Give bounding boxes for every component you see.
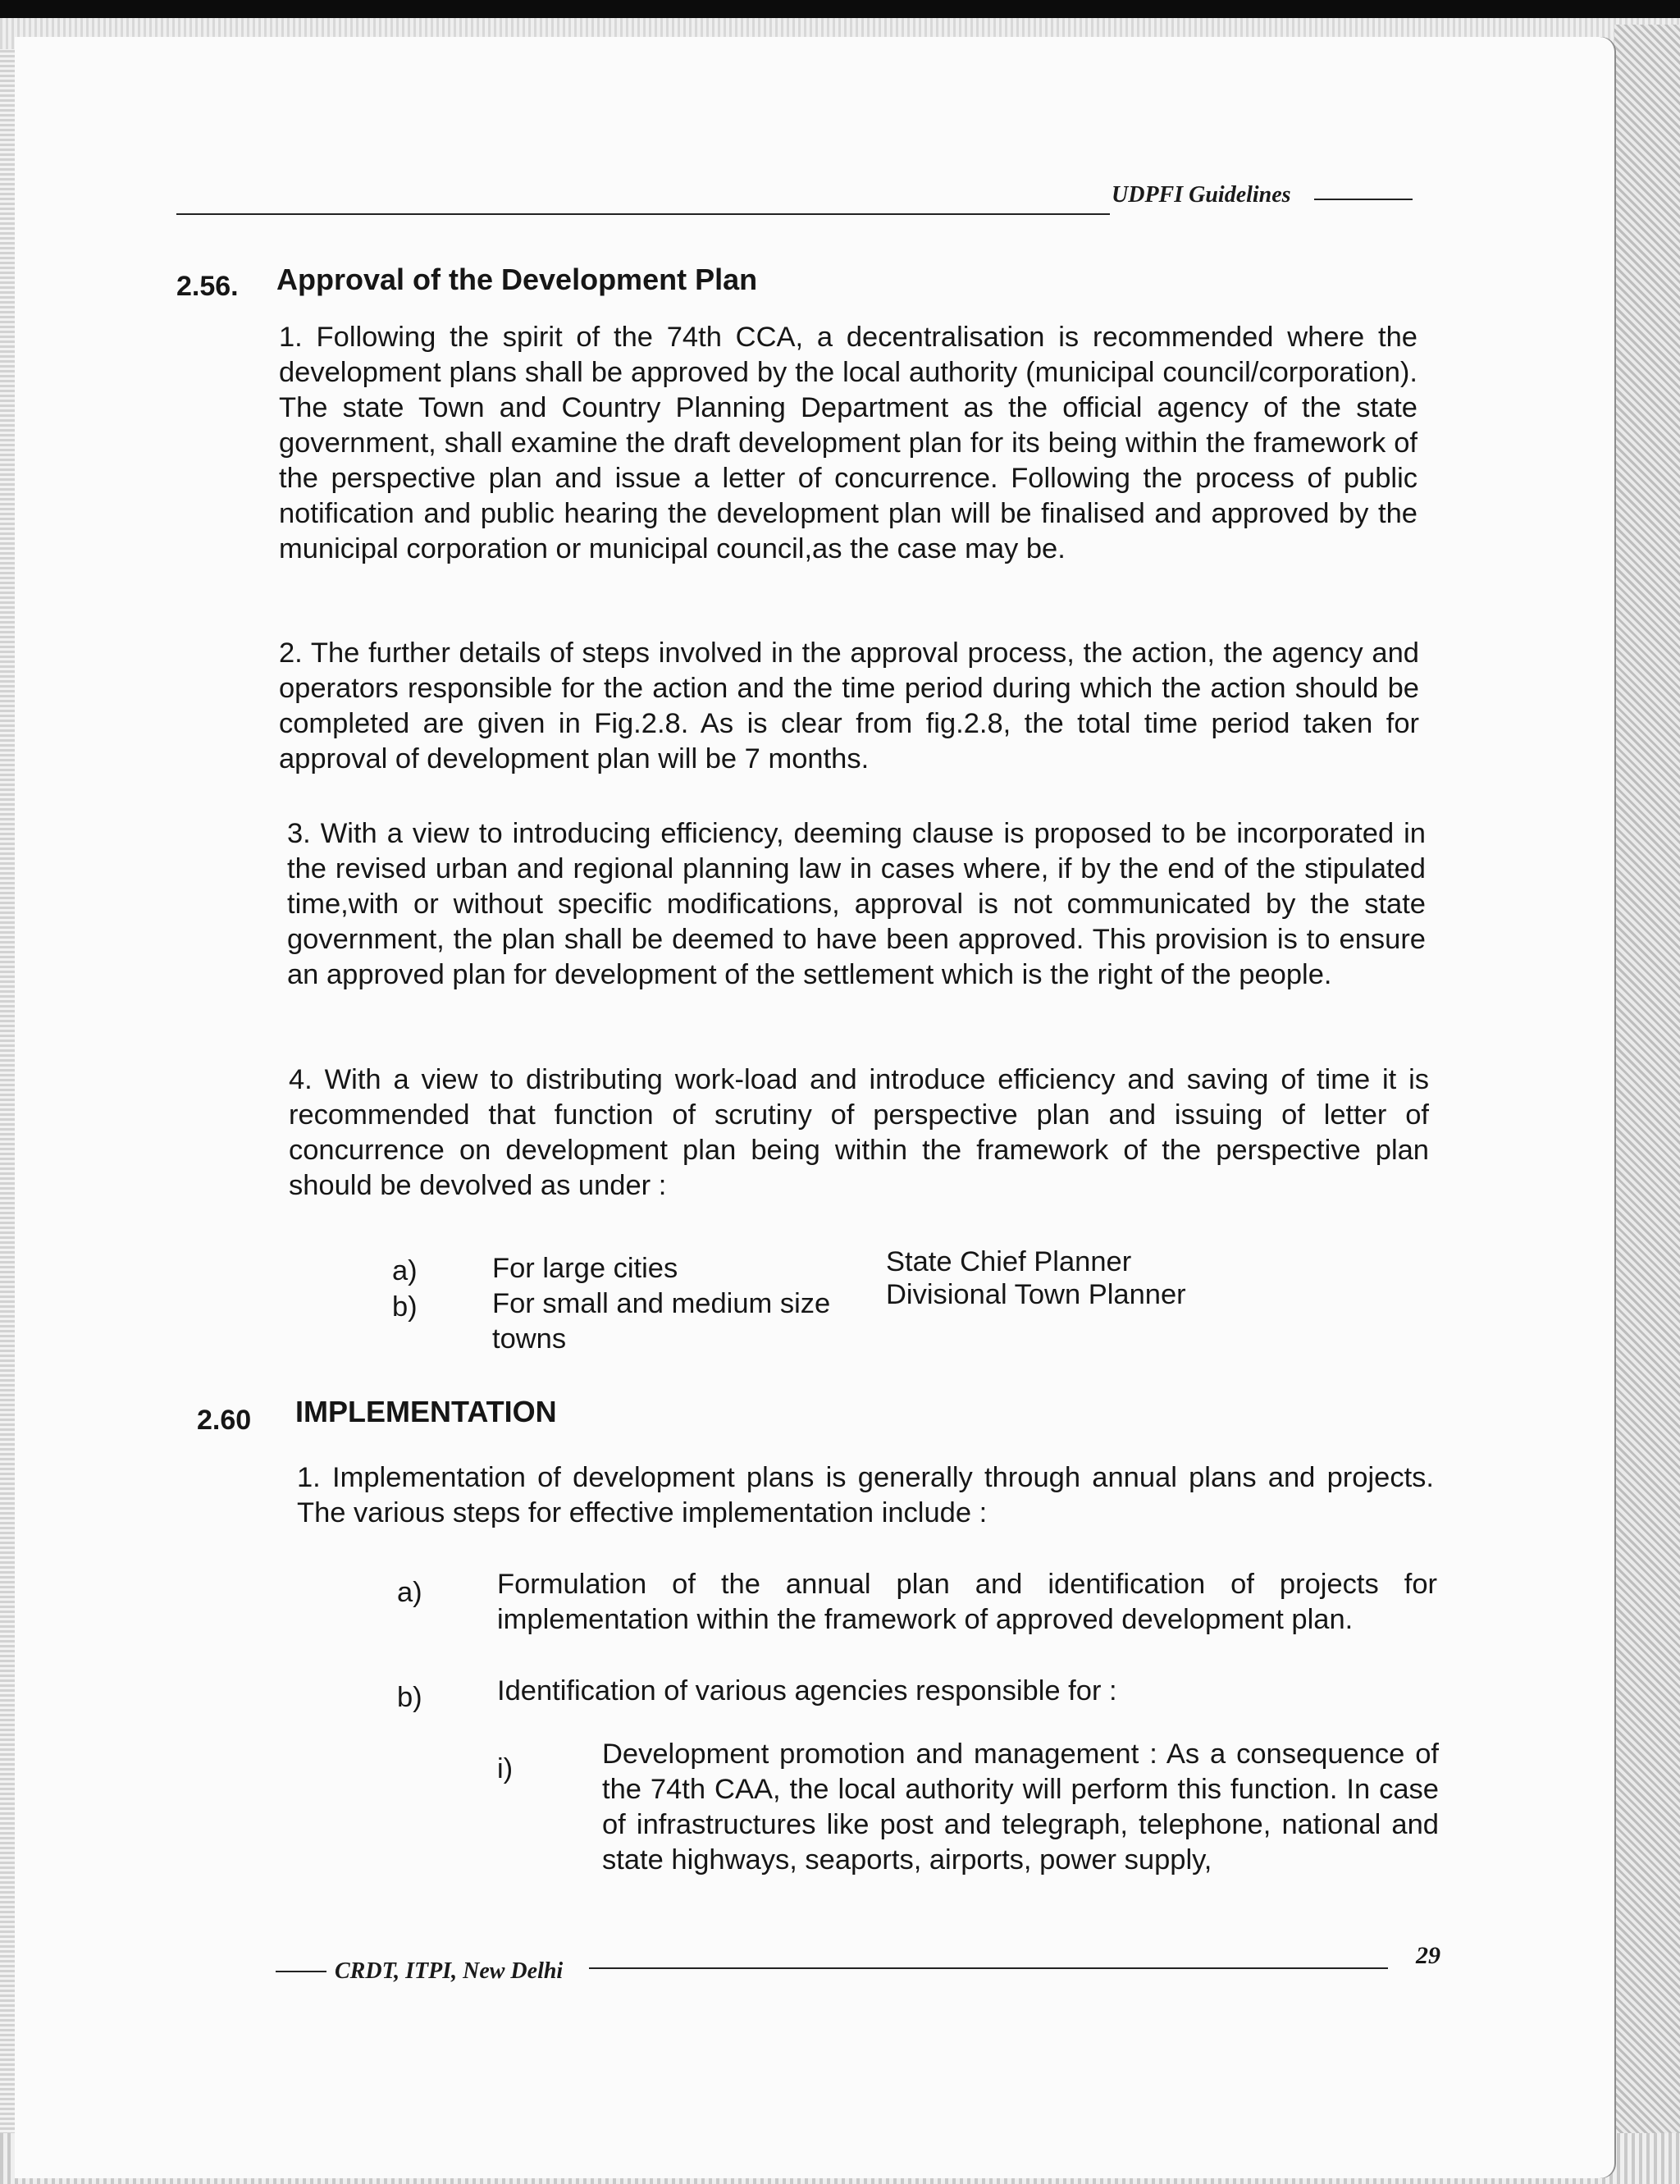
devolution-size: For small and medium size towns <box>492 1288 831 1355</box>
devolution-label: b) <box>392 1291 418 1323</box>
subitem-label: i) <box>497 1753 514 1784</box>
paragraph-2: 2. The further details of steps involved in the approval process, the action, the agency and operators responsible for the action and the time period during which the action should be completed are given in Fig.2.8. As is clear from fig.2.8, the total time period taken for approval of development plan will be 7 months. <box>279 637 1419 774</box>
footer-publisher: CRDT, ITPI, New Delhi <box>335 1958 564 1984</box>
scan-noise-right <box>1614 25 1680 2184</box>
step-text: Identification of various agencies responsible for : <box>497 1675 1117 1707</box>
footer-rule-right <box>589 1967 1388 1969</box>
paragraph-1: 1. Following the spirit of the 74th CCA, a decentralisation is recommended where the development plans shall be approved by the local authority (municipal council/corporation). The state Town and Country Planning Department as the official agency of the state government, shall examine the draft development plan for its being within the framework of the perspective plan and issue a letter of concurrence. Following the process of public notification and public hearing the development plan will be finalised and approved by the municipal corporation or municipal council,as the case may be. <box>279 322 1418 564</box>
step-label: b) <box>397 1682 422 1713</box>
paragraph-3: 3. With a view to introducing efficiency, deeming clause is proposed to be incorporated in the revised urban and regional planning law in cases where, if by the end of the stipulated time,with or without specific modifications, approval is not communicated by the state government, the plan shall be deemed to have been approved. This provision is to ensure an approved plan for development of the settlement which is the right of the people. <box>287 818 1426 990</box>
step-text: Formulation of the annual plan and identification of projects for implementation within the framework of approved development plan. <box>497 1569 1437 1635</box>
devolution-size: For large cities <box>492 1253 678 1284</box>
subitem-text: Development promotion and management : As a consequence of the 74th CAA, the local authority will perform this function. In case of infrastructures like post and telegraph, telephone, national and state highways, seaports, airports, power supply, <box>602 1739 1439 1876</box>
section-number: 2.60 <box>197 1405 252 1436</box>
section-title: Approval of the Development Plan <box>276 263 758 296</box>
running-header: UDPFI Guidelines <box>1112 182 1291 208</box>
section-number: 2.56. <box>176 271 239 302</box>
paragraph-4: 4. With a view to distributing work-load and introduce efficiency and saving of time it is recommended that function of scrutiny of perspective plan and issuing of letter of concurrence on development plan being within the framework of the perspective plan should be devolved as under : <box>289 1064 1429 1201</box>
devolution-label: a) <box>392 1255 418 1286</box>
step-label: a) <box>397 1577 422 1608</box>
page-number: 29 <box>1416 1942 1440 1969</box>
section-title: IMPLEMENTATION <box>295 1395 557 1428</box>
footer-rule-left <box>276 1971 326 1972</box>
paragraph-implementation: 1. Implementation of development plans is generally through annual plans and projects. The various steps for effective implementation include : <box>297 1462 1434 1528</box>
header-rule-left <box>176 213 1110 215</box>
devolution-authority: Divisional Town Planner <box>886 1279 1186 1310</box>
devolution-authority: State Chief Planner <box>886 1246 1132 1277</box>
scan-top-edge <box>0 0 1680 18</box>
header-rule-right <box>1314 199 1413 200</box>
